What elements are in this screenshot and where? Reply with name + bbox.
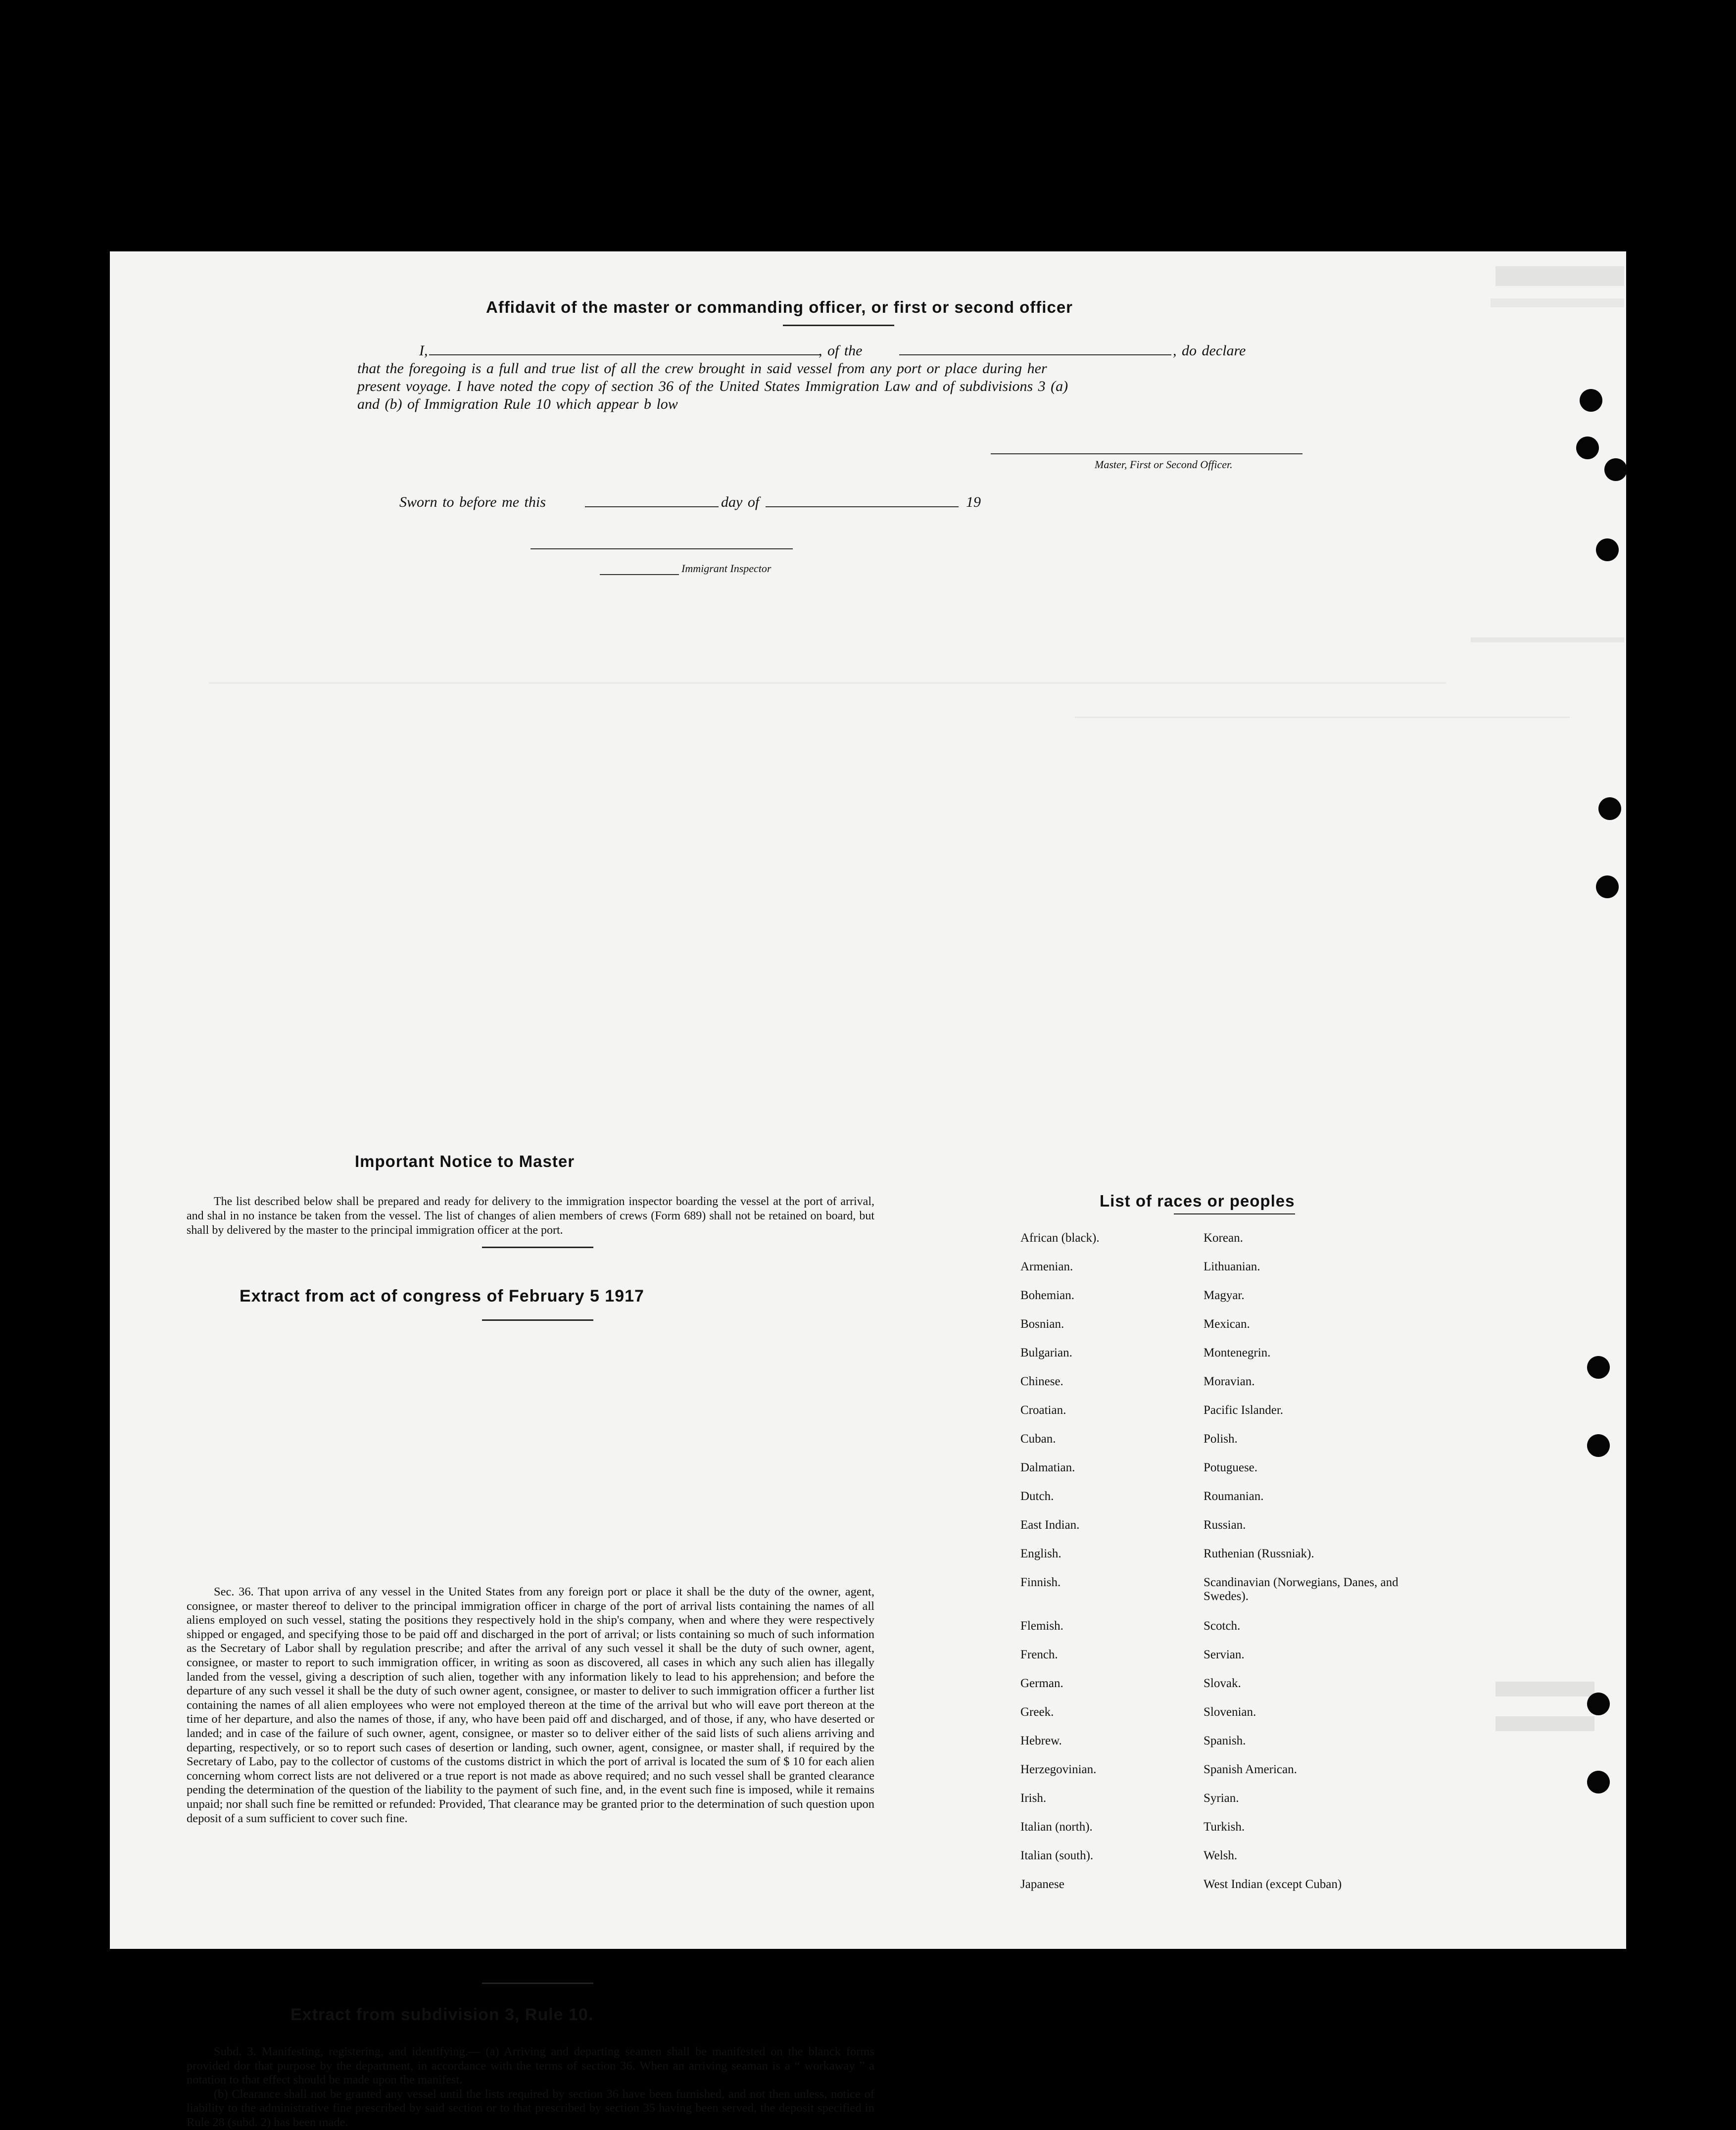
race-item: Servian. xyxy=(1204,1648,1245,1661)
affidavit-line3: present voyage. I have noted the copy of section 36 of the United States Immigration Law and of subdivisions 3 (a) xyxy=(357,378,1068,394)
punch-hole xyxy=(1580,389,1602,412)
race-item: Dutch. xyxy=(1020,1490,1054,1503)
race-item: Turkish. xyxy=(1204,1820,1245,1834)
race-item: Armenian. xyxy=(1020,1260,1073,1273)
race-item: Dalmatian. xyxy=(1020,1461,1075,1474)
race-item: Cuban. xyxy=(1020,1432,1056,1446)
extract-act-title: Extract from act of congress of February 5 1917 xyxy=(240,1287,644,1306)
race-item: Bosnian. xyxy=(1020,1317,1064,1331)
notice-rule xyxy=(482,1247,593,1248)
subd-a-paragraph: Subd. 3. Manifesting, registering, and identifying.— (a) Arriving and departing seamen shall be manifested on the blanck forms provided dor that purpose by the department, in accordance with the terms of section 36. When an arriving seaman is a “ workaway ” a notation to that effect should be made upon the manifest. xyxy=(187,2045,874,2087)
race-item: Slovenian. xyxy=(1204,1705,1256,1719)
race-item: Italian (south). xyxy=(1020,1849,1094,1862)
race-item: Moravian. xyxy=(1204,1375,1255,1388)
inspector-caption-line xyxy=(600,574,679,575)
race-item: Korean. xyxy=(1204,1231,1243,1245)
affidavit-line1-end: , do declare xyxy=(1173,342,1246,359)
sworn-year: 19 xyxy=(966,494,981,510)
race-item: Japanese xyxy=(1020,1878,1064,1891)
punch-hole xyxy=(1587,1771,1610,1793)
races-right-column xyxy=(1204,1231,1411,1906)
race-item: Scotch. xyxy=(1204,1619,1241,1633)
punch-hole xyxy=(1587,1434,1610,1457)
race-item: Slovak. xyxy=(1204,1677,1241,1690)
affidavit-line4: and (b) of Immigration Rule 10 which appear b low xyxy=(357,396,678,412)
race-item: Bohemian. xyxy=(1020,1289,1075,1302)
affidavit-line2: that the foregoing is a full and true list of all the crew brought in said vessel from any port or place during her xyxy=(357,360,1047,377)
inspector-caption: Immigrant Inspector xyxy=(681,562,772,575)
sworn-date-blank xyxy=(585,506,719,507)
punch-hole xyxy=(1587,1693,1610,1715)
race-item: Pacific Islander. xyxy=(1204,1404,1284,1417)
race-item: Chinese. xyxy=(1020,1375,1063,1388)
affidavit-line1-start: I, xyxy=(419,342,428,359)
race-item: Hebrew. xyxy=(1020,1734,1062,1747)
sworn-month-blank xyxy=(766,506,959,507)
race-item: Finnish. xyxy=(1020,1576,1061,1589)
affidavit-title-rule xyxy=(783,325,894,326)
master-signature-line xyxy=(991,453,1302,454)
extract-act-rule xyxy=(482,1319,593,1321)
races-title-underline xyxy=(1174,1213,1295,1214)
notice-text xyxy=(187,1195,874,1238)
race-item: German. xyxy=(1020,1677,1063,1690)
race-item: Mexican. xyxy=(1204,1317,1250,1331)
race-item: Welsh. xyxy=(1204,1849,1238,1862)
extract-rule-title: Extract from subdivision 3, Rule 10. xyxy=(290,2005,594,2024)
sworn-start: Sworn to before me this xyxy=(399,494,546,510)
punch-hole xyxy=(1596,538,1619,561)
race-item: East Indian. xyxy=(1020,1518,1080,1532)
race-item: Scandinavian (Norwegians, Danes, and Swedes). xyxy=(1204,1576,1398,1603)
race-item: Potuguese. xyxy=(1204,1461,1258,1474)
extract-act-text xyxy=(187,1585,874,1826)
notice-paragraph: The list described below shall be prepared and ready for delivery to the immigration inspector boarding the vessel at the port of arrival, and shal in no instance be taken from the vessel. The list of changes of alien members of crews (Form 689) shall not be retained on board, but shall by delivered by the master to the principal immigration officer at the port. xyxy=(187,1195,874,1237)
race-item: Ruthenian (Russniak). xyxy=(1204,1547,1314,1560)
affidavit-vessel-blank xyxy=(899,354,1171,355)
punch-hole xyxy=(1576,436,1599,459)
races-title: List of races or peoples xyxy=(1100,1192,1295,1210)
affidavit-title: Affidavit of the master or commanding officer, or first or second officer xyxy=(486,298,1073,316)
race-item: Greek. xyxy=(1020,1705,1054,1719)
race-item: Italian (north). xyxy=(1020,1820,1093,1834)
document-page xyxy=(110,251,1626,2129)
races-left-column xyxy=(1020,1231,1179,1906)
race-item: French. xyxy=(1020,1648,1058,1661)
punch-hole xyxy=(1596,875,1619,898)
punch-hole xyxy=(1604,458,1627,481)
race-item: Herzegovinian. xyxy=(1020,1763,1097,1776)
punch-hole xyxy=(1587,1356,1610,1379)
race-item: Croatian. xyxy=(1020,1404,1066,1417)
race-item: Flemish. xyxy=(1020,1619,1063,1633)
race-item: Syrian. xyxy=(1204,1791,1239,1805)
affidavit-name-blank xyxy=(429,354,820,355)
race-item: Bulgarian. xyxy=(1020,1346,1072,1359)
extract-rule-text xyxy=(187,2045,874,2130)
sworn-day: day of xyxy=(721,494,760,510)
extract-act-end-rule xyxy=(482,1983,593,1984)
race-item: African (black). xyxy=(1020,1231,1100,1245)
race-item: Polish. xyxy=(1204,1432,1238,1446)
race-item: West Indian (except Cuban) xyxy=(1204,1878,1342,1891)
race-item: Lithuanian. xyxy=(1204,1260,1260,1273)
inspector-signature-line xyxy=(530,548,793,549)
race-item: English. xyxy=(1020,1547,1061,1560)
section-36-paragraph: Sec. 36. That upon arriva of any vessel in the United States from any foreign port or place it shall be the duty of the owner, agent, consignee, or master thereof to deliver to the principal immigration officer in charge of the port of arrival lists containing the names of all aliens employed on such vessel, stating the positions they respectively hold in the ship's company, when and where they were respectively shipped or engaged, and specifying those to be paid off and discharged in the port of arrival; or lists containing so much of such information as the Secretary of Labor shall by regulation prescribe; and after the arrival of any such vessel it shall be the duty of such owner, agent, consignee, or master to report to such immigration officer, in writing as soon as discovered, all cases in which any such alien has illegally landed from the vessel, giving a description of such alien, together with any information likely to lead to his apprehension; and before the departure of any such vessel it shall be the duty of such owner agent, consignee, or master to deliver to such immigration officer a further list containing the names of all alien employees who were not employed thereon at the time of the arrival but who will eave port thereon at the time of her departure, and also the names of those, if any, who have been paid off and discharged, and of those, if any, who have deserted or landed; and in case of the failure of such owner, agent, consignee, or master so to deliver either of the said lists of such aliens arriving and departing, respectively, or so to report such cases of desertion or landing, such owner, agent, consignee, or master shall, if required by the Secretary of Labo, pay to the collector of customs of the customs district in which the port of arrival is located the sum of $ 10 for each alien concerning whom correct lists are not delivered or a true report is not made as above required; and no such vessel shall be granted clearance pending the determination of the question of the liability to the payment of such fine, and, in the event such fine is imposed, while it remains unpaid; nor shall such fine be remitted or refunded: Provided, That clearance may be granted prior to the determination of such question upon deposit of a sum sufficient to cover such fine. xyxy=(187,1585,874,1825)
race-item: Spanish American. xyxy=(1204,1763,1297,1776)
race-item: Spanish. xyxy=(1204,1734,1246,1747)
race-item: Montenegrin. xyxy=(1204,1346,1271,1359)
master-caption: Master, First or Second Officer. xyxy=(1095,458,1233,471)
subd-b-paragraph: (b) Clearance shall not be granted any vessel until the lists required by section 36 have been furnished, and not then unless, notice of liability to the administrative fine prescribed by said section or to that prescribed by section 35 having been served, the deposit specified in Rule 28 (subd. 2) has been made. xyxy=(187,2087,874,2129)
notice-title: Important Notice to Master xyxy=(355,1152,575,1170)
race-item: Magyar. xyxy=(1204,1289,1245,1302)
affidavit-line1-of: , of the xyxy=(819,342,863,359)
race-item: Roumanian. xyxy=(1204,1490,1264,1503)
race-item: Irish. xyxy=(1020,1791,1047,1805)
race-item: Russian. xyxy=(1204,1518,1246,1532)
punch-hole xyxy=(1598,797,1621,820)
